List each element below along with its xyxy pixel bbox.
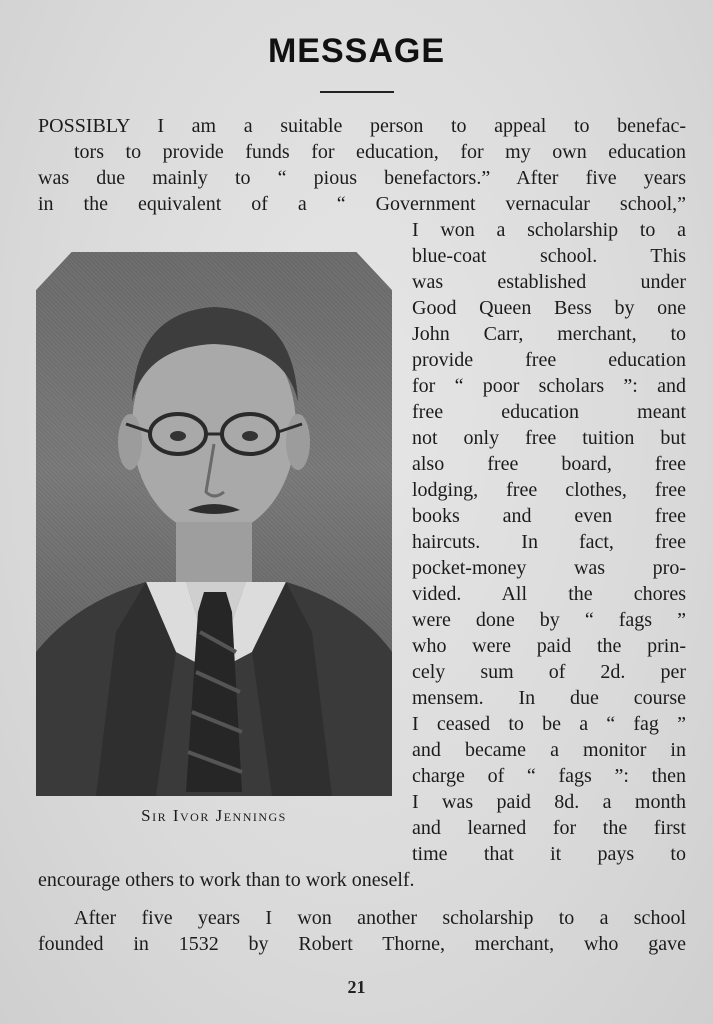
text-line: mensem. In due course: [412, 687, 686, 709]
text-line: and learned for the first: [412, 817, 686, 839]
text-line: for “ poor scholars ”: and: [412, 375, 686, 397]
text-line: was established under: [412, 271, 686, 293]
column-paragraph: [412, 217, 686, 867]
text-line: books and even free: [412, 505, 686, 527]
text-line: in the equivalent of a “ Government vernacular school,”: [38, 193, 686, 215]
text-line: I was paid 8d. a month: [412, 791, 686, 813]
text-line: pocket-money was pro-: [412, 557, 686, 579]
title-rule: [320, 91, 394, 93]
text-line: tors to provide funds for education, for my own education: [74, 141, 686, 163]
text-line: also free board, free: [412, 453, 686, 475]
text-line: John Carr, merchant, to: [412, 323, 686, 345]
text-line: time that it pays to: [412, 843, 686, 865]
page-title: MESSAGE: [267, 32, 446, 70]
text-line: was due mainly to “ pious benefactors.” After five years: [38, 167, 686, 189]
text-line: Good Queen Bess by one: [412, 297, 686, 319]
intro-paragraph: [38, 113, 686, 217]
text-line: were done by “ fags ”: [412, 609, 686, 631]
text-line: who were paid the prin-: [412, 635, 686, 657]
photo-caption: Sir Ivor Jennings: [141, 806, 287, 825]
text-line: founded in 1532 by Robert Thorne, merchant, who gave: [38, 933, 686, 955]
text-line: I won a scholarship to a: [412, 219, 686, 241]
text-line: blue-coat school. This: [412, 245, 686, 267]
text-line: After five years I won another scholarship to a school: [74, 907, 686, 929]
text-line: and became a monitor in: [412, 739, 686, 761]
second-paragraph: [38, 905, 686, 957]
text-line: cely sum of 2d. per: [412, 661, 686, 683]
text-line: haircuts. In fact, free: [412, 531, 686, 553]
text-line: encourage others to work than to work oneself.: [38, 869, 415, 891]
portrait-photo: [36, 252, 392, 796]
text-line: charge of “ fags ”: then: [412, 765, 686, 787]
text-line: free education meant: [412, 401, 686, 423]
text-line: I ceased to be a “ fag ”: [412, 713, 686, 735]
text-line: lodging, free clothes, free: [412, 479, 686, 501]
text-line: vided. All the chores: [412, 583, 686, 605]
page-number: 21: [347, 977, 366, 997]
text-line: POSSIBLY I am a suitable person to appeal to benefac-: [38, 115, 686, 137]
portrait-illustration: [36, 252, 392, 796]
column-continuation: [38, 867, 686, 893]
text-line: not only free tuition but: [412, 427, 686, 449]
text-line: provide free education: [412, 349, 686, 371]
